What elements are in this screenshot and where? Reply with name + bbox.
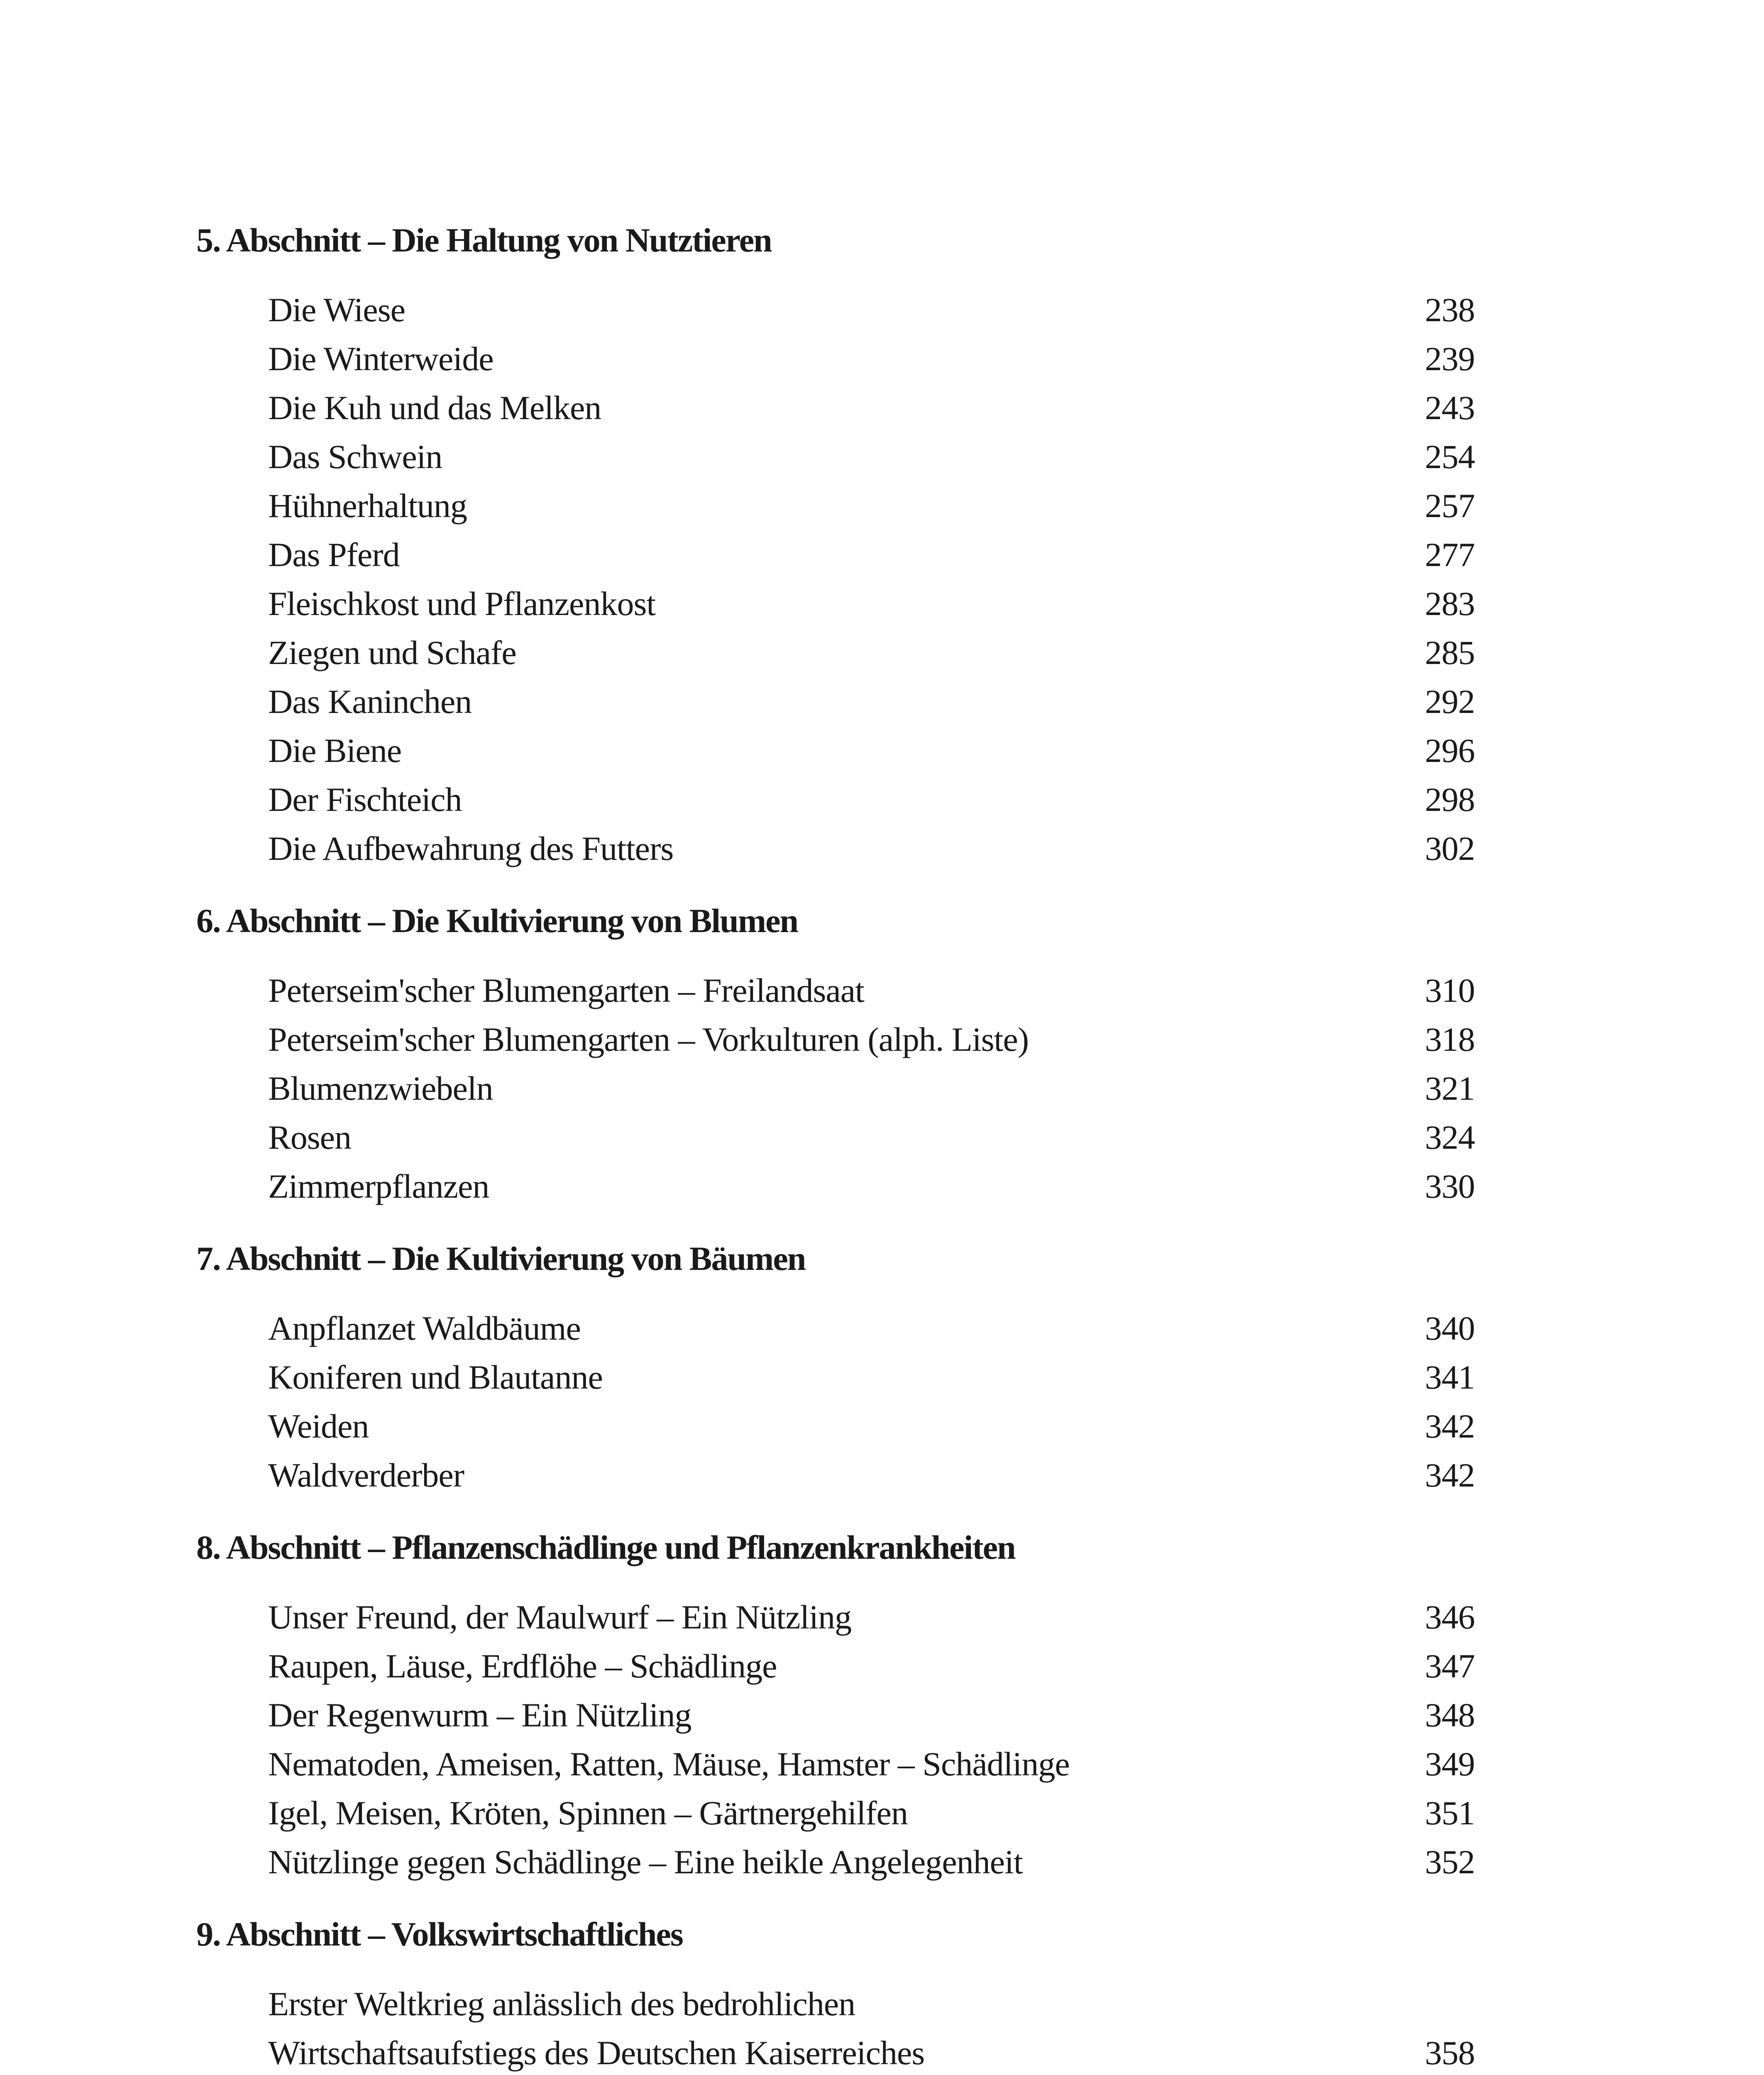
entry-page-number: 285 bbox=[1425, 634, 1475, 671]
toc-entry[interactable] bbox=[268, 334, 1475, 383]
entry-title: Der Fischteich bbox=[268, 781, 462, 818]
toc-entry[interactable] bbox=[268, 1740, 1475, 1789]
entry-title: Hühnerhaltung bbox=[268, 487, 467, 525]
entry-title-line: Wirtschaftsaufstiegs des Deutschen Kaiserreiches bbox=[268, 2034, 925, 2072]
entry-page-number: 239 bbox=[1425, 340, 1475, 378]
toc-entry[interactable] bbox=[268, 1593, 1475, 1642]
section-heading: 9. Abschnitt – Volkswirtschaftliches bbox=[196, 1915, 683, 1953]
toc-entry[interactable] bbox=[268, 1451, 1475, 1500]
toc-entry[interactable] bbox=[268, 1064, 1475, 1113]
toc-entry[interactable] bbox=[268, 383, 1475, 432]
entry-title: Unser Freund, der Maulwurf – Ein Nützling bbox=[268, 1598, 852, 1636]
entry-page-number: 298 bbox=[1425, 781, 1475, 818]
entry-page-number: 352 bbox=[1425, 1843, 1475, 1881]
section-heading: 8. Abschnitt – Pflanzenschädlinge und Pflanzenkrankheiten bbox=[196, 1528, 1015, 1566]
toc-entry[interactable] bbox=[268, 1838, 1475, 1887]
entry-title: Nematoden, Ameisen, Ratten, Mäuse, Hamster – Schädlinge bbox=[268, 1745, 1070, 1783]
entry-page-number: 324 bbox=[1425, 1118, 1475, 1156]
entry-page-number: 342 bbox=[1425, 1407, 1475, 1445]
entry-page-number: 302 bbox=[1425, 830, 1475, 867]
entry-page-number: 358 bbox=[1425, 2034, 1475, 2072]
toc-entry[interactable] bbox=[268, 1304, 1475, 1353]
entry-page-number: 277 bbox=[1425, 536, 1475, 574]
entry-page-number: 346 bbox=[1425, 1598, 1475, 1636]
section-entries bbox=[196, 966, 1475, 1211]
toc-entry[interactable] bbox=[268, 1015, 1475, 1064]
section-heading: 7. Abschnitt – Die Kultivierung von Bäumen bbox=[196, 1240, 806, 1277]
section-entries bbox=[196, 1304, 1475, 1500]
entry-page-number: 296 bbox=[1425, 732, 1475, 769]
entry-title: Die Kuh und das Melken bbox=[268, 389, 601, 427]
entry-page-number: 310 bbox=[1425, 972, 1475, 1009]
entry-title: Nützlinge gegen Schädlinge – Eine heikle Angelegenheit bbox=[268, 1843, 1023, 1881]
entry-page-number: 283 bbox=[1425, 585, 1475, 622]
entry-page-number: 238 bbox=[1425, 291, 1475, 329]
entry-title: Der Regenwurm – Ein Nützling bbox=[268, 1696, 691, 1734]
toc-entry[interactable] bbox=[268, 628, 1475, 677]
entry-title: Das Pferd bbox=[268, 536, 400, 574]
entry-page-number: 321 bbox=[1425, 1069, 1475, 1107]
toc-entry[interactable] bbox=[268, 1642, 1475, 1691]
entry-page-number: 243 bbox=[1425, 389, 1475, 427]
entry-title: Das Kaninchen bbox=[268, 683, 472, 720]
toc-entry[interactable] bbox=[268, 1162, 1475, 1211]
entry-title: Anpflanzet Waldbäume bbox=[268, 1309, 581, 1347]
section-entries bbox=[196, 1980, 1475, 2075]
entry-title: Die Winterweide bbox=[268, 340, 494, 378]
toc-entry[interactable] bbox=[268, 726, 1475, 775]
entry-page-number: 351 bbox=[1425, 1794, 1475, 1832]
entry-title: Igel, Meisen, Kröten, Spinnen – Gärtnergehilfen bbox=[268, 1794, 908, 1832]
entry-title: Die Biene bbox=[268, 732, 402, 769]
toc-entry[interactable] bbox=[268, 432, 1475, 481]
entry-title bbox=[268, 1980, 1392, 2075]
entry-page-number: 318 bbox=[1425, 1020, 1475, 1058]
toc-entry[interactable] bbox=[268, 1113, 1475, 1162]
entry-title: Zimmerpflanzen bbox=[268, 1167, 489, 1205]
entry-page-number: 341 bbox=[1425, 1358, 1475, 1396]
entry-page-number: 340 bbox=[1425, 1309, 1475, 1347]
entry-title: Peterseim'scher Blumengarten – Freilandsaat bbox=[268, 972, 864, 1009]
toc-entry[interactable] bbox=[268, 481, 1475, 530]
entry-title: Rosen bbox=[268, 1118, 351, 1156]
entry-title: Die Wiese bbox=[268, 291, 406, 329]
entry-page-number: 330 bbox=[1425, 1167, 1475, 1205]
toc-entry[interactable] bbox=[268, 579, 1475, 628]
entry-title: Blumenzwiebeln bbox=[268, 1069, 493, 1107]
toc-entry[interactable] bbox=[268, 1789, 1475, 1838]
toc-entry[interactable] bbox=[268, 1353, 1475, 1402]
toc-entry[interactable] bbox=[268, 530, 1475, 579]
entry-page-number: 347 bbox=[1425, 1647, 1475, 1685]
toc-section bbox=[196, 1523, 1475, 1887]
entry-page-number: 342 bbox=[1425, 1456, 1475, 1494]
toc-section bbox=[196, 1910, 1475, 2075]
section-entries bbox=[196, 286, 1475, 873]
entry-title: Raupen, Läuse, Erdflöhe – Schädlinge bbox=[268, 1647, 777, 1685]
entry-title-line: Erster Weltkrieg anlässlich des bedrohlichen bbox=[268, 1985, 855, 2023]
entry-title: Weiden bbox=[268, 1407, 369, 1445]
entry-page-number: 257 bbox=[1425, 487, 1475, 525]
toc-entry[interactable] bbox=[268, 677, 1475, 726]
toc-entry[interactable] bbox=[268, 824, 1475, 873]
entry-title: Waldverderber bbox=[268, 1456, 464, 1494]
entry-title: Das Schwein bbox=[268, 438, 442, 476]
entry-title: Die Aufbewahrung des Futters bbox=[268, 830, 674, 867]
toc-section bbox=[196, 1234, 1475, 1500]
toc-entry[interactable] bbox=[268, 966, 1475, 1015]
section-entries bbox=[196, 1593, 1475, 1887]
table-of-contents bbox=[196, 216, 1475, 2075]
toc-entry[interactable] bbox=[268, 775, 1475, 824]
entry-page-number: 349 bbox=[1425, 1745, 1475, 1783]
entry-page-number: 348 bbox=[1425, 1696, 1475, 1734]
entry-page-number: 254 bbox=[1425, 438, 1475, 476]
entry-title: Ziegen und Schafe bbox=[268, 634, 516, 671]
entry-page-number: 292 bbox=[1425, 683, 1475, 720]
entry-title: Peterseim'scher Blumengarten – Vorkulturen (alph. Liste) bbox=[268, 1020, 1029, 1058]
toc-entry[interactable] bbox=[268, 1691, 1475, 1740]
entry-title: Fleischkost und Pflanzenkost bbox=[268, 585, 656, 622]
toc-section bbox=[196, 216, 1475, 873]
toc-entry[interactable] bbox=[268, 1402, 1475, 1451]
entry-title: Koniferen und Blautanne bbox=[268, 1358, 603, 1396]
toc-section bbox=[196, 896, 1475, 1211]
toc-entry[interactable] bbox=[268, 1980, 1475, 2075]
section-heading: 6. Abschnitt – Die Kultivierung von Blumen bbox=[196, 902, 798, 940]
toc-entry[interactable] bbox=[268, 286, 1475, 334]
section-heading: 5. Abschnitt – Die Haltung von Nutztieren bbox=[196, 221, 772, 259]
